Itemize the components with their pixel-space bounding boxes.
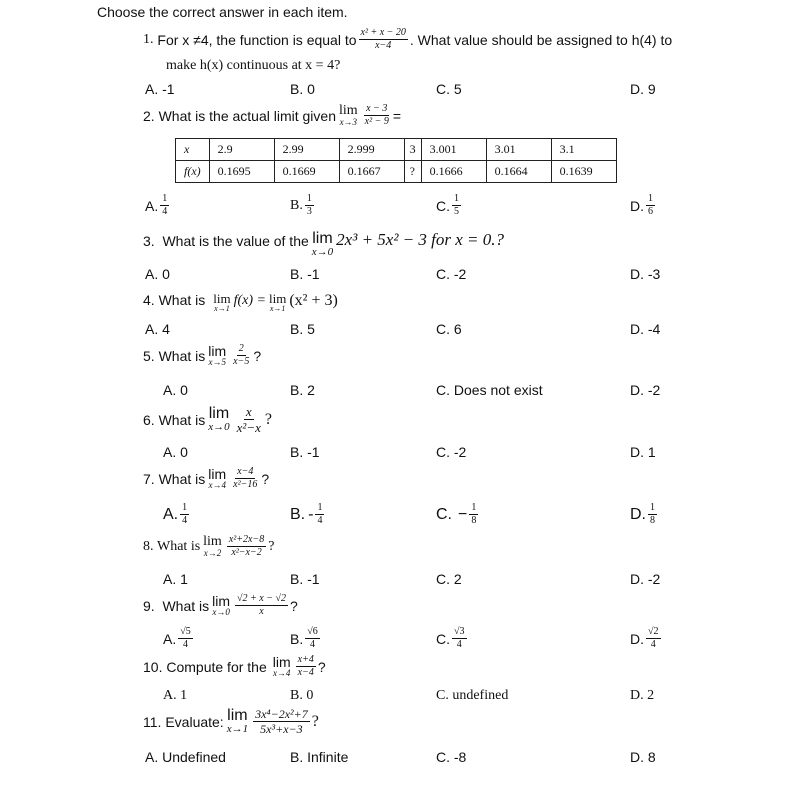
fraction [305, 194, 314, 217]
question-number: 3. [143, 233, 155, 249]
denominator: 3 [306, 206, 312, 217]
numerator: 1 [454, 193, 459, 204]
numerator: x−4 [237, 466, 254, 477]
denominator: 4 [456, 639, 462, 650]
limit-label: lim [212, 593, 231, 609]
limit [213, 292, 230, 313]
numerator: x − 3 [366, 103, 388, 114]
question-number: 8. [143, 538, 154, 554]
fraction [160, 194, 169, 217]
table-cell: 0.1664 [486, 161, 551, 183]
option-c[interactable] [436, 503, 480, 526]
numerator: x+4 [297, 654, 314, 665]
limit-subscript: x→0 [212, 607, 230, 617]
question-number: 1. [143, 31, 154, 47]
denominator: x−4 [297, 667, 314, 678]
fraction [359, 28, 408, 51]
denominator: x²−x−2 [231, 547, 262, 558]
fraction [180, 503, 189, 526]
denominator: 8 [471, 515, 477, 526]
denominator: 5x³+x−3 [260, 722, 303, 736]
fraction [646, 627, 661, 650]
question-text: What is [162, 597, 210, 614]
numerator: 2 [238, 343, 244, 354]
option-c[interactable]: C. 5 [436, 81, 462, 97]
limit-label: lim [203, 534, 222, 549]
option-a[interactable]: A. 1 [163, 571, 188, 587]
table-cell: ? [404, 161, 421, 183]
numerator: √5 [180, 626, 191, 637]
expression: f(x) = [233, 293, 266, 308]
option-d[interactable]: D. 2 [630, 688, 655, 703]
limit-subscript: x→1 [226, 723, 249, 735]
numerator: 1 [471, 502, 477, 513]
option-a[interactable]: A. 0 [163, 444, 188, 460]
question-number: 10. [143, 658, 163, 675]
numerator: 1 [648, 193, 653, 204]
question-text: Evaluate: [165, 713, 224, 730]
table-row [176, 161, 617, 183]
option-label: A. [163, 630, 177, 647]
limit-subscript: x→0 [311, 246, 334, 258]
numerator: √6 [307, 626, 318, 637]
limit-subscript: x→2 [203, 548, 222, 558]
limit-label: lim [338, 103, 358, 118]
denominator: 5 [454, 206, 459, 217]
fraction [227, 535, 266, 558]
question-text: What is [158, 470, 206, 487]
limit-subscript: x→4 [208, 480, 226, 490]
table-cell: x [176, 139, 210, 161]
numerator: √3 [454, 626, 465, 637]
question-6 [143, 405, 272, 434]
question-text-tail: ? [264, 410, 272, 428]
question-text: For x ≠4, the function is equal to [157, 31, 357, 48]
table-row [176, 139, 617, 161]
question-number: 7. [143, 470, 155, 487]
option-c[interactable]: C. -2 [436, 266, 467, 282]
option-a[interactable] [163, 627, 195, 650]
option-d[interactable]: D. -3 [630, 266, 661, 282]
fraction [235, 405, 263, 434]
option-a[interactable] [163, 503, 191, 526]
question-text: What is the actual limit given [158, 107, 336, 124]
fraction [452, 627, 467, 650]
fraction [231, 467, 259, 490]
question-text: What is [158, 411, 206, 428]
option-label: A. [145, 197, 159, 214]
question-text-tail: ? [311, 712, 319, 730]
question-8 [143, 535, 274, 558]
question-1-line2: make h(x) continuous at x = 4? [166, 58, 341, 73]
question-text-tail: ? [317, 658, 326, 675]
question-number: 6. [143, 411, 155, 428]
option-a[interactable]: A. 0 [145, 266, 170, 282]
question-text: What is [158, 347, 206, 364]
option-sign: − [458, 505, 468, 523]
denominator: x² − 9 [364, 116, 389, 127]
denominator: 4 [650, 639, 656, 650]
limit-label: lim [272, 654, 291, 670]
fraction [296, 655, 316, 678]
option-label: C. [436, 197, 450, 214]
option-b[interactable]: B. Infinite [290, 749, 349, 765]
option-sign: - [308, 505, 314, 523]
limit [212, 594, 230, 617]
limit-subscript: x→1 [214, 304, 230, 313]
denominator: 4 [162, 206, 168, 217]
limit-label: lim [268, 291, 287, 306]
fraction [178, 627, 193, 650]
option-d[interactable]: D. -2 [630, 382, 661, 398]
fraction [315, 503, 324, 526]
question-text-tail: ? [289, 597, 298, 614]
table-cell: 2.99 [274, 139, 339, 161]
option-label: C. [436, 505, 452, 523]
fraction [231, 344, 251, 367]
option-a[interactable]: A. Undefined [145, 749, 226, 765]
option-a[interactable]: A. -1 [145, 81, 175, 97]
question-text: What is [158, 292, 206, 308]
option-label: D. [630, 505, 646, 523]
limit [227, 708, 248, 735]
table-cell: 0.1666 [421, 161, 486, 183]
option-a[interactable]: A. 1 [163, 688, 188, 703]
question-text-tail: ? [268, 538, 275, 554]
limit-label: lim [208, 405, 230, 422]
limit-subscript: x→4 [272, 668, 291, 678]
question-number: 11. [143, 713, 162, 730]
option-label: B. [290, 505, 306, 523]
option-c[interactable]: C. Does not exist [436, 382, 543, 398]
limit-label: lim [227, 707, 248, 724]
option-b[interactable]: B. 0 [290, 688, 314, 703]
limit-label: lim [213, 291, 231, 306]
numerator: 1 [650, 502, 655, 513]
limit-label: lim [208, 466, 227, 482]
option-b[interactable]: B. 5 [290, 321, 315, 337]
denominator: x−5 [233, 356, 250, 367]
denominator: 4 [317, 515, 323, 526]
instruction: Choose the correct answer in each item. [97, 4, 348, 20]
denominator: 4 [182, 515, 188, 526]
denominator: 8 [650, 515, 655, 526]
option-d[interactable] [630, 503, 659, 526]
limit [208, 344, 226, 367]
option-a[interactable] [145, 194, 171, 217]
fraction [363, 104, 391, 127]
numerator: 1 [182, 502, 188, 513]
limit [312, 231, 333, 258]
limit-label: lim [208, 343, 227, 359]
question-9 [143, 594, 298, 617]
table-cell: 0.1669 [274, 161, 339, 183]
numerator: x²+2x−8 [228, 534, 265, 545]
expression: 2x³ + 5x² − 3 for x = 0.? [336, 230, 505, 249]
denominator: x−4 [375, 40, 392, 51]
option-c[interactable]: C. -8 [436, 749, 467, 765]
fraction [452, 194, 461, 217]
option-b[interactable] [290, 503, 326, 526]
option-a[interactable]: A. 0 [163, 382, 188, 398]
limit [208, 406, 229, 433]
option-c[interactable]: C. 2 [436, 571, 462, 587]
question-4 [143, 292, 338, 313]
option-b[interactable]: B. 2 [290, 382, 315, 398]
limit-subscript: x→0 [208, 421, 230, 433]
fraction [253, 708, 310, 735]
table-cell: 0.1639 [551, 161, 616, 183]
question-number: 2. [143, 107, 155, 124]
option-d[interactable]: D. 1 [630, 444, 656, 460]
numerator: x² + x − 20 [360, 27, 406, 38]
value-table [175, 138, 617, 183]
option-a[interactable]: A. 4 [145, 321, 170, 337]
question-10 [143, 655, 326, 678]
denominator: x²−x [236, 420, 261, 435]
numerator: 1 [317, 502, 323, 513]
question-11 [143, 708, 319, 735]
question-number: 4. [143, 292, 155, 308]
option-b[interactable]: B. 0 [290, 81, 315, 97]
question-5 [143, 344, 261, 367]
table-cell: 0.1667 [339, 161, 404, 183]
option-d[interactable]: D. -4 [630, 321, 661, 337]
limit-subscript: x→3 [339, 117, 358, 127]
question-text: What is [157, 538, 201, 554]
limit [208, 467, 226, 490]
table-cell: 2.9 [209, 139, 274, 161]
option-d[interactable] [630, 194, 657, 217]
limit-subscript: x→1 [269, 304, 286, 313]
question-2 [143, 104, 401, 127]
table-cell: 3.01 [486, 139, 551, 161]
table-cell: 0.1695 [209, 161, 274, 183]
question-text-tail: . What value should be assigned to h(4) to [409, 31, 673, 48]
limit [339, 104, 358, 127]
fraction [305, 627, 320, 650]
numerator: √2 + x − √2 [237, 593, 286, 604]
numerator: x [245, 404, 252, 419]
question-1 [143, 28, 672, 51]
option-b[interactable]: B. -1 [290, 266, 320, 282]
option-d[interactable]: D. 8 [630, 749, 656, 765]
option-b[interactable]: B. -1 [290, 571, 320, 587]
option-label: D. [630, 630, 644, 647]
option-label: B. [290, 197, 303, 213]
option-c[interactable]: C. 6 [436, 321, 462, 337]
numerator: 1 [306, 193, 312, 204]
option-b[interactable] [290, 194, 316, 217]
table-cell: 3.1 [551, 139, 616, 161]
table-cell: 3 [404, 139, 421, 161]
question-3 [143, 230, 504, 258]
option-b[interactable]: B. -1 [290, 444, 320, 460]
limit [269, 292, 286, 313]
table-cell: 3.001 [421, 139, 486, 161]
question-number: 9. [143, 597, 155, 614]
question-number: 5. [143, 347, 155, 364]
option-d[interactable]: D. 9 [630, 81, 656, 97]
numerator: 3x⁴−2x²+7 [255, 707, 308, 721]
option-label: B. [290, 630, 304, 647]
numerator: √2 [648, 626, 659, 637]
denominator: x [259, 606, 264, 617]
limit-subscript: x→5 [208, 357, 226, 367]
question-text-tail: = [392, 107, 402, 124]
limit-label: lim [312, 230, 333, 247]
numerator: 1 [162, 193, 168, 204]
fraction [646, 194, 655, 217]
fraction [648, 503, 657, 526]
question-text: What is the value of the [162, 233, 309, 249]
denominator: 4 [182, 639, 188, 650]
option-c[interactable] [436, 627, 469, 650]
option-label: C. [436, 630, 450, 647]
question-text-tail: ? [261, 470, 270, 487]
question-text: Compute for the [166, 658, 267, 675]
option-label: A. [163, 505, 179, 523]
option-c[interactable] [436, 194, 463, 217]
option-d[interactable] [630, 627, 663, 650]
question-7 [143, 467, 269, 490]
table-cell: f(x) [176, 161, 210, 183]
limit [203, 535, 222, 558]
option-d[interactable]: D. -2 [630, 571, 661, 587]
denominator: 6 [648, 206, 653, 217]
denominator: x²−16 [233, 479, 258, 490]
fraction [469, 503, 478, 526]
option-b[interactable] [290, 627, 322, 650]
expression: (x² + 3) [289, 292, 338, 309]
option-c[interactable]: C. -2 [436, 444, 467, 460]
fraction [235, 594, 288, 617]
table-cell: 2.999 [339, 139, 404, 161]
option-c[interactable]: C. undefined [436, 688, 509, 703]
denominator: 4 [309, 639, 315, 650]
limit [273, 655, 291, 678]
option-label: D. [630, 197, 644, 214]
question-text-tail: ? [253, 347, 262, 364]
